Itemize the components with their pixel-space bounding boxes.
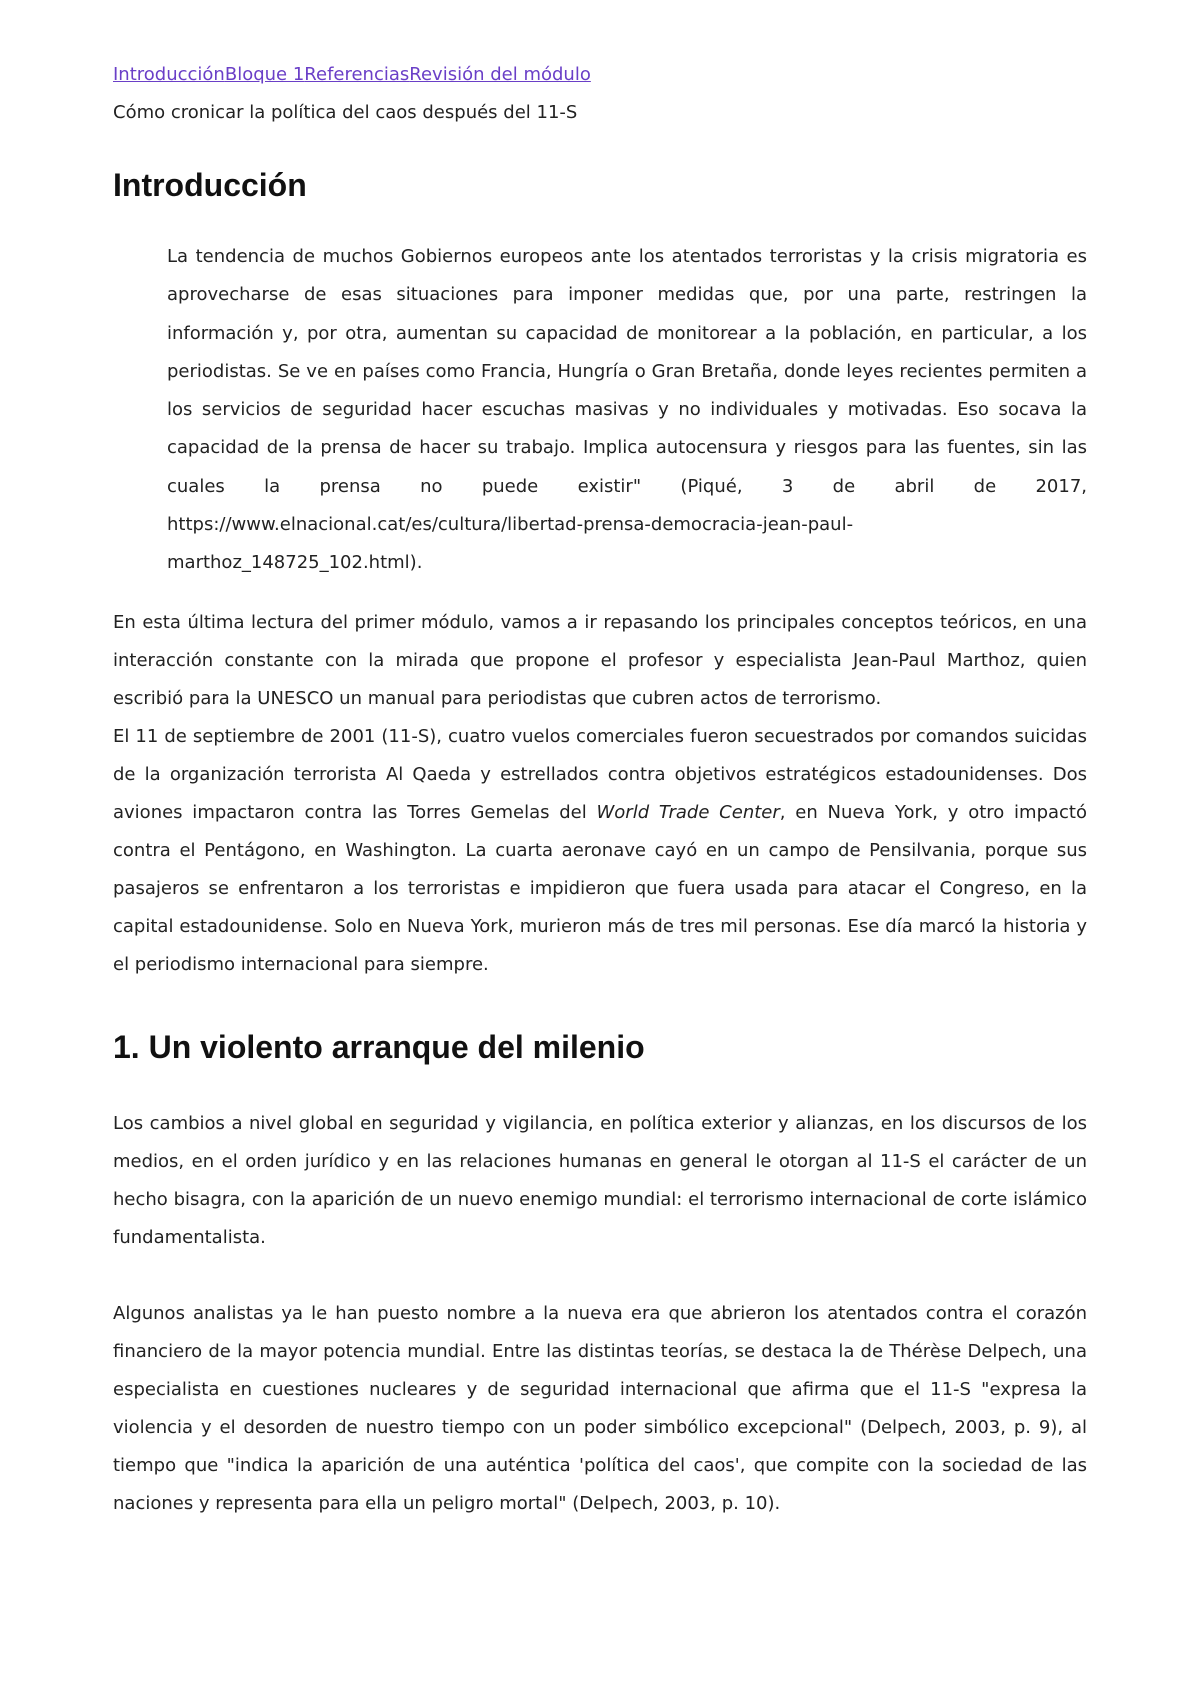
nav-link-referencias[interactable]: Referencias [304, 64, 410, 85]
module-navigation [113, 62, 1087, 88]
intro-paragraph-1: En esta última lectura del primer módulo, vamos a ir repasando los principales conceptos teóricos, en una interacción constante con la mirada que propone el profesor y especialista Jean-Paul Marthoz, quien escribió para la UNESCO un manual para periodistas que cubren actos de terrorismo. [113, 611, 1087, 709]
section-1-paragraph-1: Los cambios a nivel global en seguridad y vigilancia, en política exterior y alianzas, en los discursos de los medios, en el orden jurídico y en las relaciones humanas en general le otorgan al 11-S el carácter de un hecho bisagra, con la aparición de un nuevo enemigo mundial: el terrorismo internacional de corte islámico fundamentalista. [113, 1112, 1087, 1248]
nav-link-revision-modulo[interactable]: Revisión del módulo [409, 64, 591, 85]
intro-paragraph-2-italic: World Trade Center [596, 801, 780, 823]
intro-heading: Introducción [113, 167, 307, 203]
intro-blockquote: La tendencia de muchos Gobiernos europeos ante los atentados terroristas y la crisis migratoria es aprovecharse de esas situaciones para imponer medidas que, por una parte, restringen la información y, por otra, aumentan su capacidad de monitorear a la población, en particular, a los periodistas. Se ve en países como Francia, Hungría o Gran Bretaña, donde leyes recientes permiten a los servicios de seguridad hacer escuchas masivas y no individuales y motivadas. Eso socava la capacidad de la prensa de hacer su trabajo. Implica autocensura y riesgos para las fuentes, sin las cuales la prensa no puede existir" (Piqué, 3 de abril de 2017, https://www.elnacional.cat/es/cultura/libertad-prensa-democracia-jean-paul-marthoz_148725_102.html). [167, 246, 1087, 574]
intro-paragraph-2-part-1: El 11 de septiembre de 2001 (11-S), cuatro vuelos comerciales fueron secuestrados por comandos suicidas de la organización terrorista Al Qaeda y estrellados contra objetivos estratégicos estadounidenses. Dos aviones impactaron contra las Torres Gemelas del [113, 725, 1087, 823]
nav-link-bloque-1[interactable]: Bloque 1 [224, 64, 305, 85]
intro-paragraph-2 [113, 718, 1087, 984]
document-subtitle: Cómo cronicar la política del caos después del 11-S [113, 102, 578, 123]
intro-paragraph-2-part-2: , en Nueva York, y otro impactó contra el Pentágono, en Washington. La cuarta aeronave cayó en un campo de Pensilvania, porque sus pasajeros se enfrentaron a los terroristas e impidieron que fuera usada para atacar el Congreso, en la capital estadounidense. Solo en Nueva York, murieron más de tres mil personas. Ese día marcó la historia y el periodismo internacional para siempre. [113, 801, 1087, 975]
section-1-paragraph-2: Algunos analistas ya le han puesto nombre a la nueva era que abrieron los atentados contra el corazón financiero de la mayor potencia mundial. Entre las distintas teorías, se destaca la de Thérèse Delpech, una especialista en cuestiones nucleares y de seguridad internacional que afirma que el 11-S "expresa la violencia y el desorden de nuestro tiempo con un poder simbólico excepcional" (Delpech, 2003, p. 9), al tiempo que "indica la aparición de una auténtica 'política del caos', que compite con la sociedad de las naciones y representa para ella un peligro mortal" (Delpech, 2003, p. 10). [113, 1302, 1087, 1514]
section-1-heading: 1. Un violento arranque del milenio [113, 1028, 645, 1065]
nav-link-introduccion[interactable]: Introducción [113, 64, 225, 85]
